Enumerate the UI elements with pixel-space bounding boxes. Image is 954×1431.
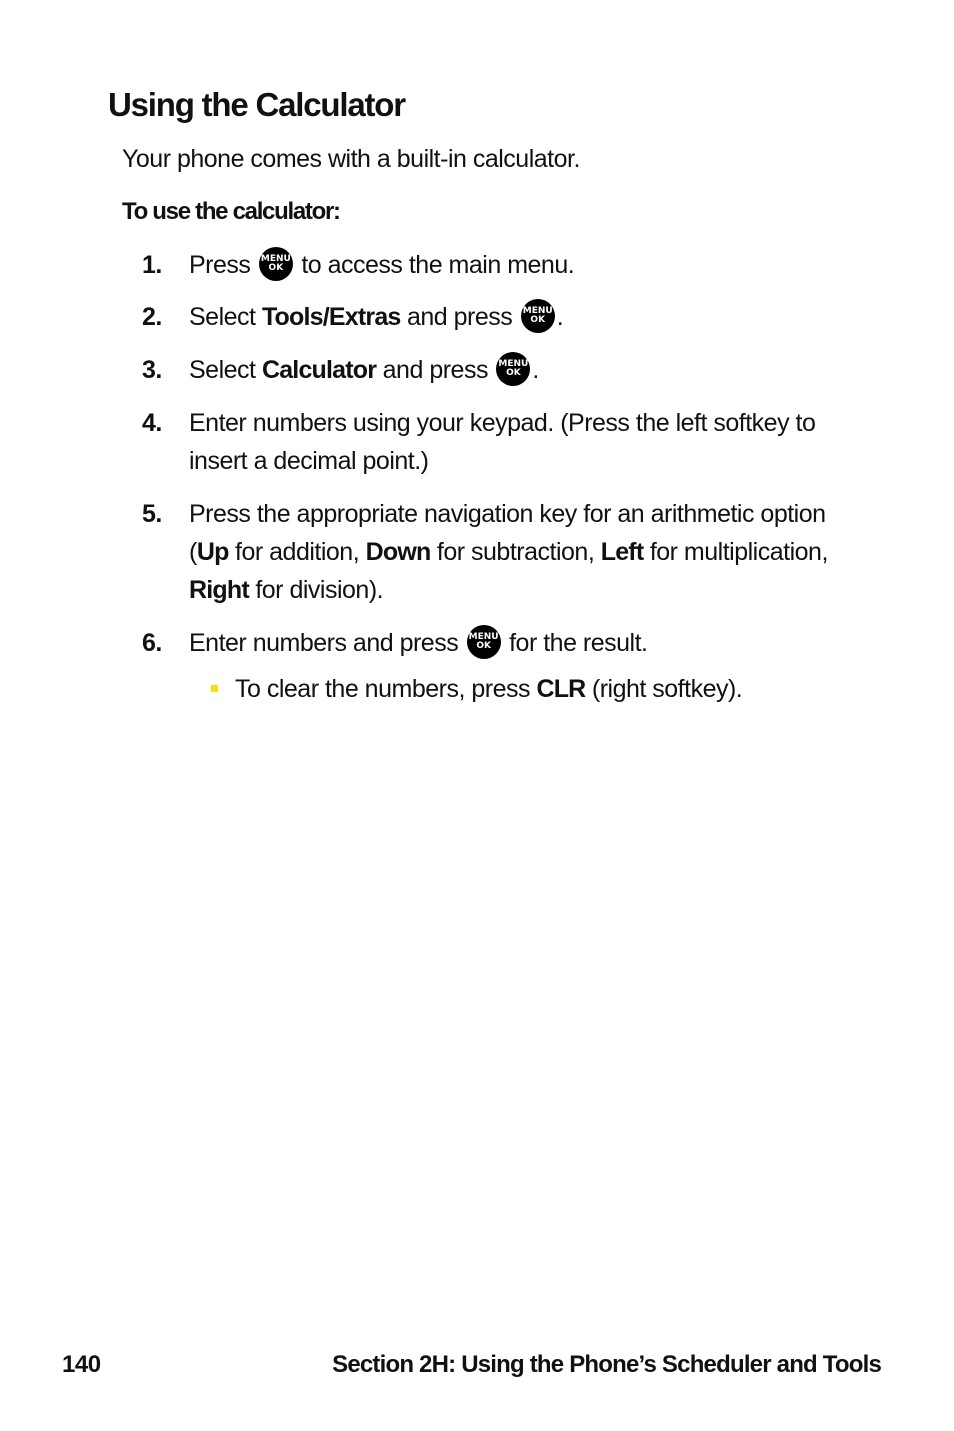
procedure-title: To use the calculator: [122, 198, 340, 225]
step-number: 6. [142, 629, 162, 657]
key-name: Left [600, 538, 644, 566]
step-text: Select Tools/Extras and press MENU OK . [189, 298, 862, 336]
menu-ok-key-icon: MENU OK [496, 352, 530, 386]
menu-ok-key-icon: MENU OK [467, 625, 501, 659]
step-4 [142, 404, 862, 480]
step-text: Select Calculator and press MENU OK . [189, 351, 862, 389]
step-number: 4. [142, 409, 162, 437]
step-2 [142, 298, 862, 336]
step-text: Press MENU OK to access the main menu. [189, 246, 862, 284]
step-3 [142, 351, 862, 389]
page-number: 140 [62, 1351, 101, 1378]
section-title: Section 2H: Using the Phone’s Scheduler and Tools [332, 1351, 881, 1378]
key-name: CLR [536, 675, 586, 703]
key-name: Right [189, 576, 249, 604]
step-text: Press the appropriate navigation key for an arithmetic option (Up for addition, Down for subtraction, Left for multiplication, Right for division). [189, 500, 828, 604]
menu-ok-key-icon: MENU OK [521, 299, 555, 333]
step-text: Enter numbers using your keypad. (Press the left softkey to insert a decimal point.) [189, 409, 816, 475]
bullet-item: To clear the numbers, press CLR (right softkey). [211, 670, 742, 708]
intro-paragraph: Your phone comes with a built-in calculator. [122, 145, 580, 173]
step-number: 1. [142, 251, 162, 279]
menu-item-name: Calculator [261, 356, 377, 384]
page-title: Using the Calculator [108, 86, 405, 123]
step-number: 2. [142, 303, 162, 331]
key-name: Down [365, 538, 431, 566]
menu-ok-key-icon: MENU OK [259, 247, 293, 281]
step-number: 5. [142, 500, 162, 528]
step-number: 3. [142, 356, 162, 384]
step-6 [142, 624, 862, 662]
step-5 [142, 495, 862, 609]
step-1 [142, 246, 862, 284]
key-name: Up [196, 538, 229, 566]
menu-item-name: Tools/Extras [261, 303, 401, 331]
step-text: Enter numbers and press MENU OK for the result. [189, 624, 862, 662]
square-bullet-icon [211, 685, 218, 692]
